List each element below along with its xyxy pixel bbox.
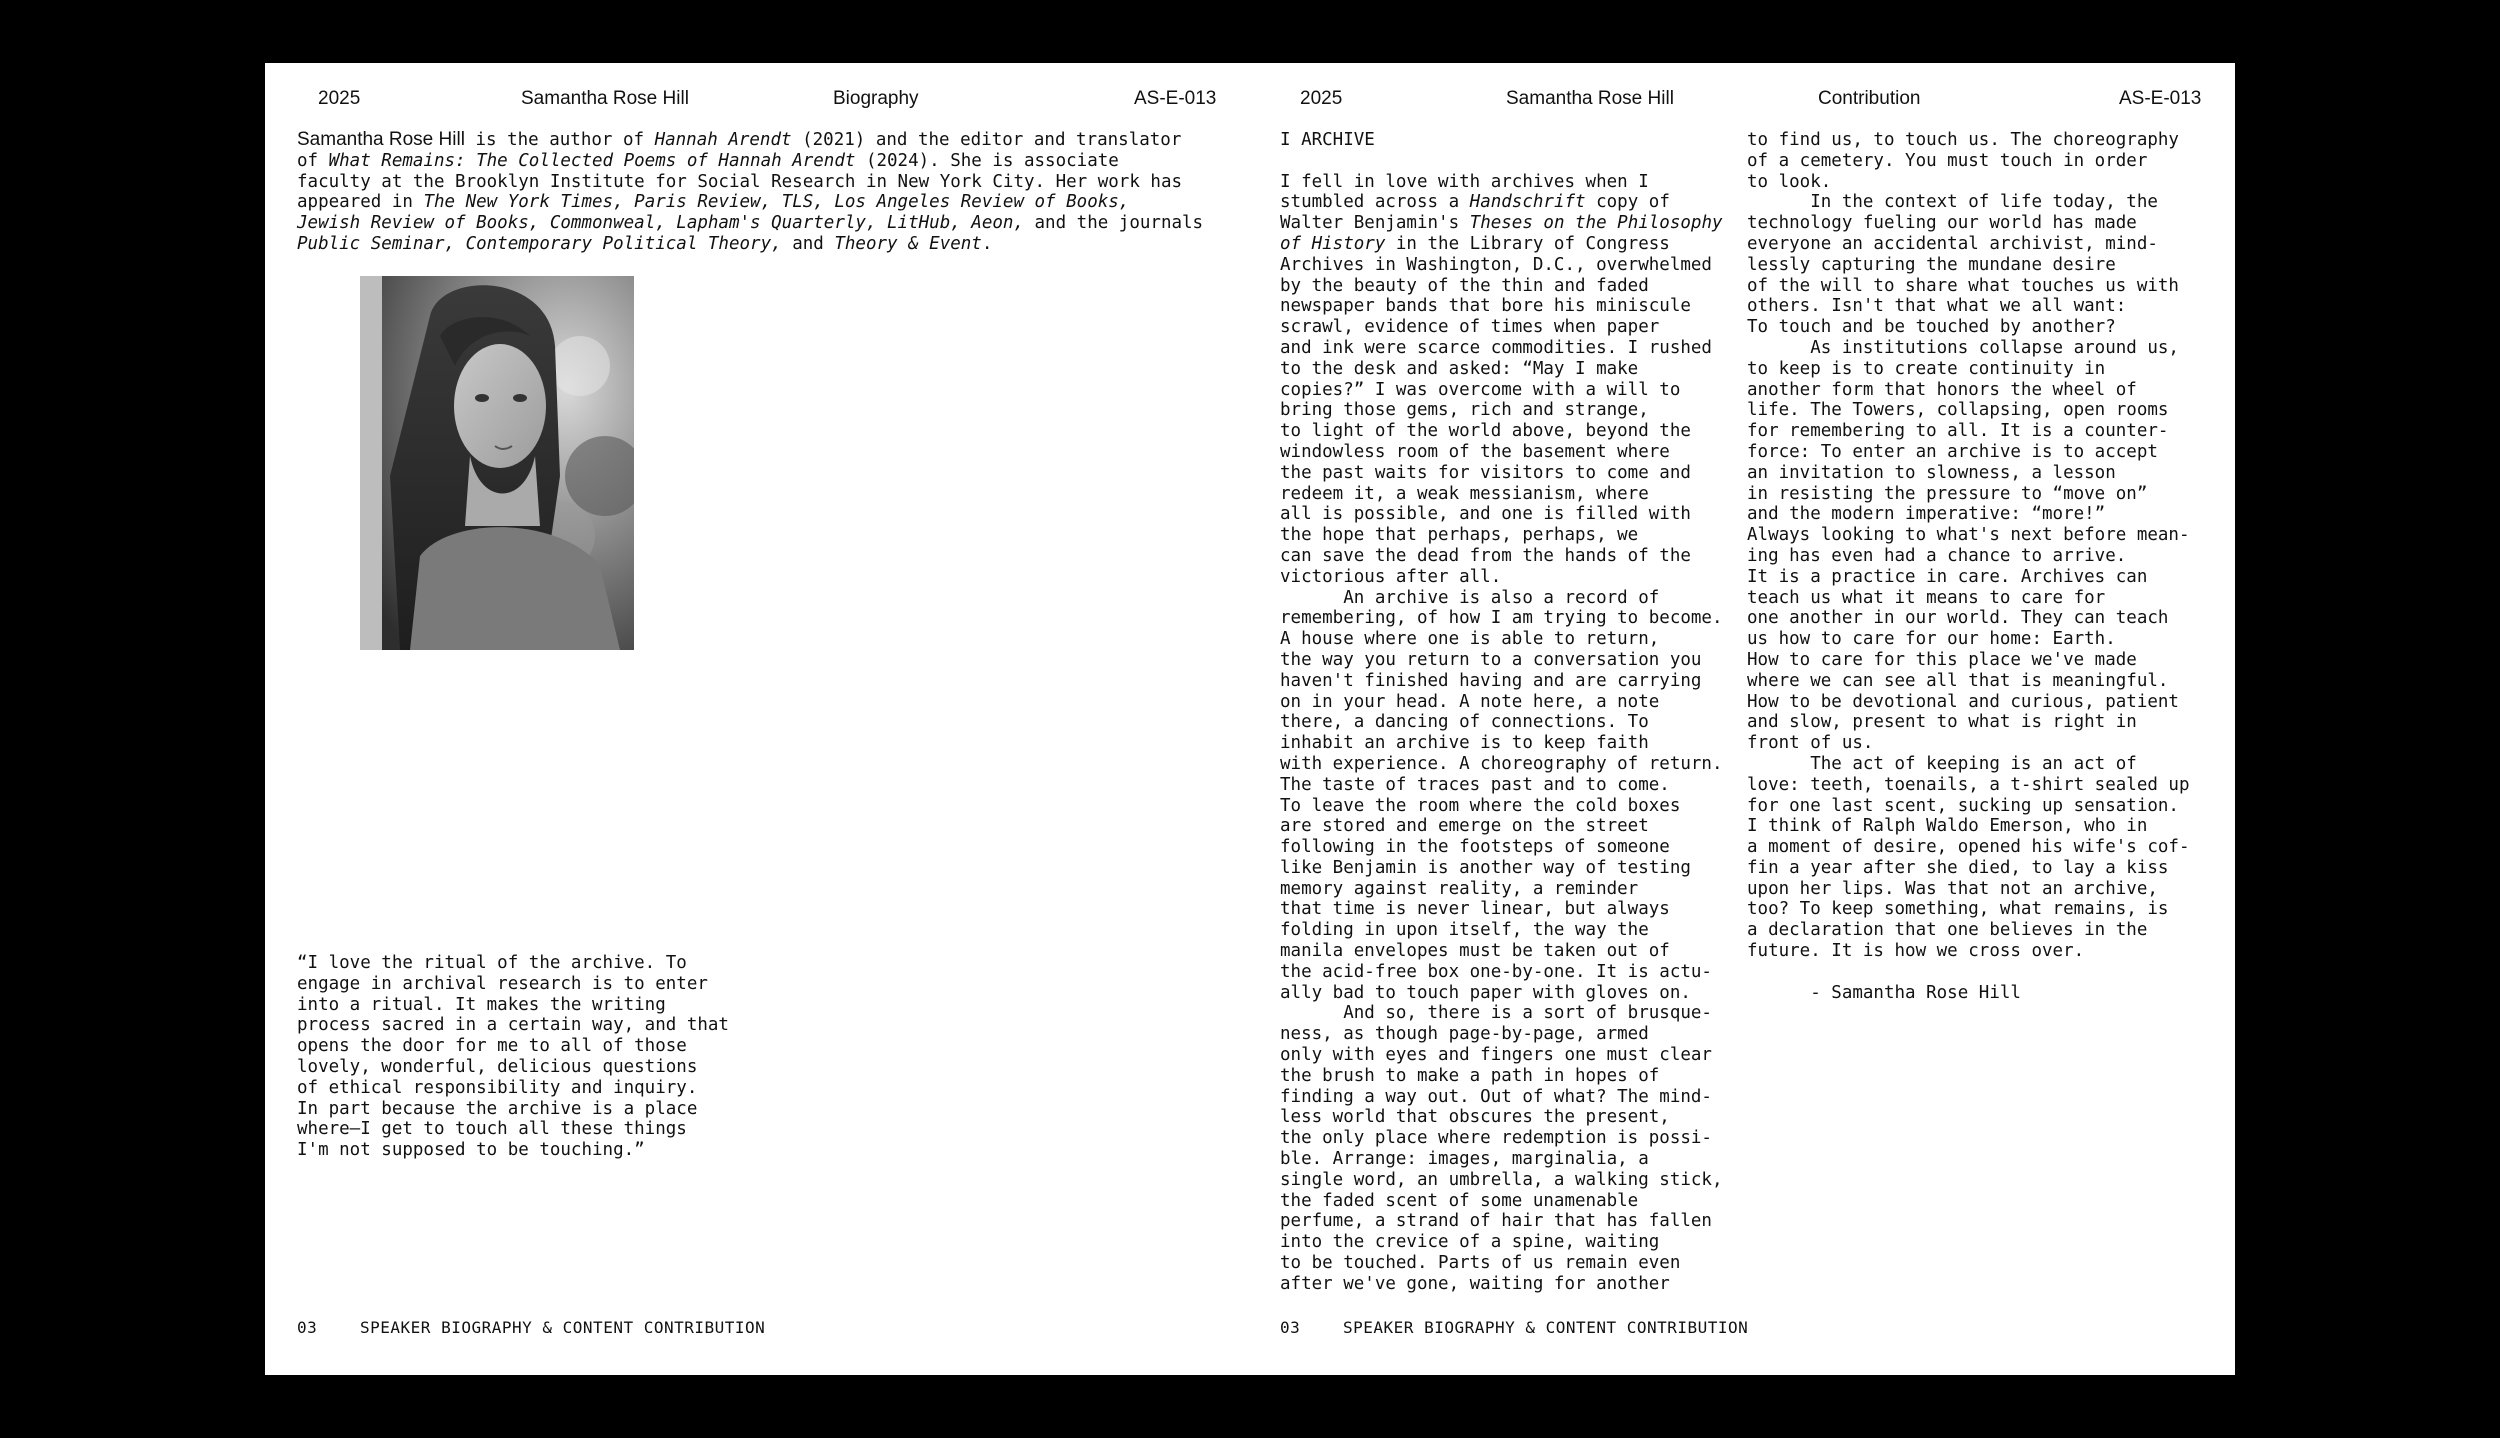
- header-code: AS-E-013: [1134, 88, 1217, 109]
- pull-quote: “I love the ritual of the archive. To engage in archival research is to enter into a ritual. It makes the writing process sacred in a certain way, and that opens the door for me to all of those lovely, wonderful, delicious questions of ethical responsibility and inquiry. In part because the archive is a place where—I get to touch all these things I'm not supposed to be touching.”: [297, 953, 729, 1161]
- header-author: Samantha Rose Hill: [1506, 88, 1674, 109]
- bio-text: and the journals: [1034, 213, 1204, 234]
- footer-page-number: 03: [297, 1318, 318, 1337]
- footer-title: SPEAKER BIOGRAPHY & CONTENT CONTRIBUTION: [1343, 1318, 1749, 1337]
- bio-journals: Public Seminar, Contemporary Political Theory,: [297, 233, 782, 254]
- portrait-photo: [360, 276, 634, 650]
- biography-paragraph: [297, 130, 1237, 255]
- left-page: [265, 63, 1250, 1375]
- footer-title: SPEAKER BIOGRAPHY & CONTENT CONTRIBUTION: [360, 1318, 766, 1337]
- header-code: AS-E-013: [2119, 88, 2202, 109]
- essay-text: in the Library of Congress Archives in Washington, D.C., overwhelmed by the beauty of the thin and faded newspaper bands that bore his miniscule scrawl, evidence of times when paper and ink were scarce commodities. I rushed to the desk and asked: “May I make copies?” I was overcome with a will to bring those gems, rich and strange, to light of the world above, beyond the windowless room of the basement where the past waits for visitors to come and redeem it, a weak messianism, where all is possible, and one is filled with the hope that perhaps, perhaps, we can save the dead from the hands of the victorious after all. An archive is also a record of remembering, of how I am trying to become. A house where one is able to return, the way you return to a conversation you haven't finished having and are carrying on in your head. A note here, a note there, a dancing of connections. To inhabit an archive is to keep faith with experience. A choreography of return. The taste of traces past and to come. To leave the room where the cold boxes are stored and emerge on the street following in the footsteps of someone like Benjamin is another way of testing memory against reality, a reminder that time is never linear, but always folding in upon itself, the way the manila envelopes must be taken out of the acid-free box one-by-one. It is actu- ally bad to touch paper with gloves on. And so, there is a sort of brusque- ness, as though page-by-page, armed only with eyes and fingers one must clear the brush to make a path in hopes of finding a way out. Out of what? The mind- less world that obscures the present, the only place where redemption is possi- ble. Arrange: images, marginalia, a single word, an umbrella, a walking stick, the faded scent of some unamenable perfume, a strand of hair that has fallen into the crevice of a spine, waiting to be touched. Parts of us remain even after we've gone, waiting for another: [1280, 233, 1723, 1294]
- essay-text: I fell in love with archives when I stumbled across a: [1280, 171, 1649, 213]
- header-year: 2025: [1300, 88, 1343, 109]
- bio-text: is the author of: [464, 130, 655, 150]
- essay-text: copy of Walter Benjamin's: [1280, 192, 1670, 234]
- essay-text: to find us, to touch us. The choreography of a cemetery. You must touch in order to look. In the context of life today, the technology fueling our world has made everyone an accidental archivist, mind- lessly capturing the mundane desire of the will to share what touches us with others. Isn't that what we all want: To touch and be touched by another? As institutions collapse around us, to keep is to create continuity in another form that honors the wheel of life. The Towers, collapsing, open rooms for remembering to all. It is a counter- force: To enter an archive is to accept an invitation to slowness, a lesson in resisting the pressure to “move on” and the modern imperative: “more!” Always looking to what's next before mean- ing has even had a chance to arrive. It is a practice in care. Archives can teach us what it means to care for one another in our world. They can teach us how to care for our home: Earth. How to care for this place we've made where we can see all that is meaningful. How to be devotional and curious, patient and slow, present to what is right in front of us. The act of keeping is an act of love: teeth, toenails, a t-shirt sealed up for one last scent, sucking up sensation. I think of Ralph Waldo Emerson, who in a moment of desire, opened his wife's cof- fin a year after she died, to lay a kiss upon her lips. Was that not an archive, too? To keep something, what remains, is a declaration that one believes in the future. It is how we cross over.: [1747, 130, 2190, 962]
- bio-text: and: [781, 233, 835, 254]
- contribution-column-2: [1747, 130, 2190, 1003]
- essay-italic: Theses on the Philosophy of History: [1280, 213, 1723, 254]
- bio-book-title: What Remains: The Collected Poems of Hannah Arendt: [328, 150, 856, 171]
- document-spread: [265, 63, 2235, 1375]
- portrait-image: [360, 276, 634, 650]
- essay-italic: Handschrift: [1469, 192, 1586, 213]
- right-page: [1250, 63, 2235, 1375]
- contribution-column-1: [1280, 130, 1723, 1295]
- bio-journal: Theory & Event: [834, 233, 982, 254]
- author-signature: - Samantha Rose Hill: [1747, 982, 2021, 1003]
- bio-lead-name: Samantha Rose Hill: [297, 129, 465, 150]
- bio-text: .: [981, 233, 993, 254]
- section-heading: I ARCHIVE: [1280, 130, 1375, 150]
- header-section: Contribution: [1818, 88, 1921, 109]
- footer-page-number: 03: [1280, 1318, 1301, 1337]
- header-section: Biography: [833, 88, 919, 109]
- bio-text: (2021) and the editor and translator of: [297, 130, 1182, 171]
- bio-text: (2024). She is associate faculty at the Brooklyn Institute for Social Research in New York City. Her work has appeared in: [297, 150, 1183, 213]
- bio-book-title: Hannah Arendt: [654, 130, 792, 150]
- header-year: 2025: [318, 88, 361, 109]
- bio-publications: The New York Times, Paris Review, TLS, Los Angeles Review of Books, Jewish Review of Books, Commonweal, Lapham's Quarterly, LitHub, Aeon,: [297, 192, 1130, 234]
- header-author: Samantha Rose Hill: [521, 88, 689, 109]
